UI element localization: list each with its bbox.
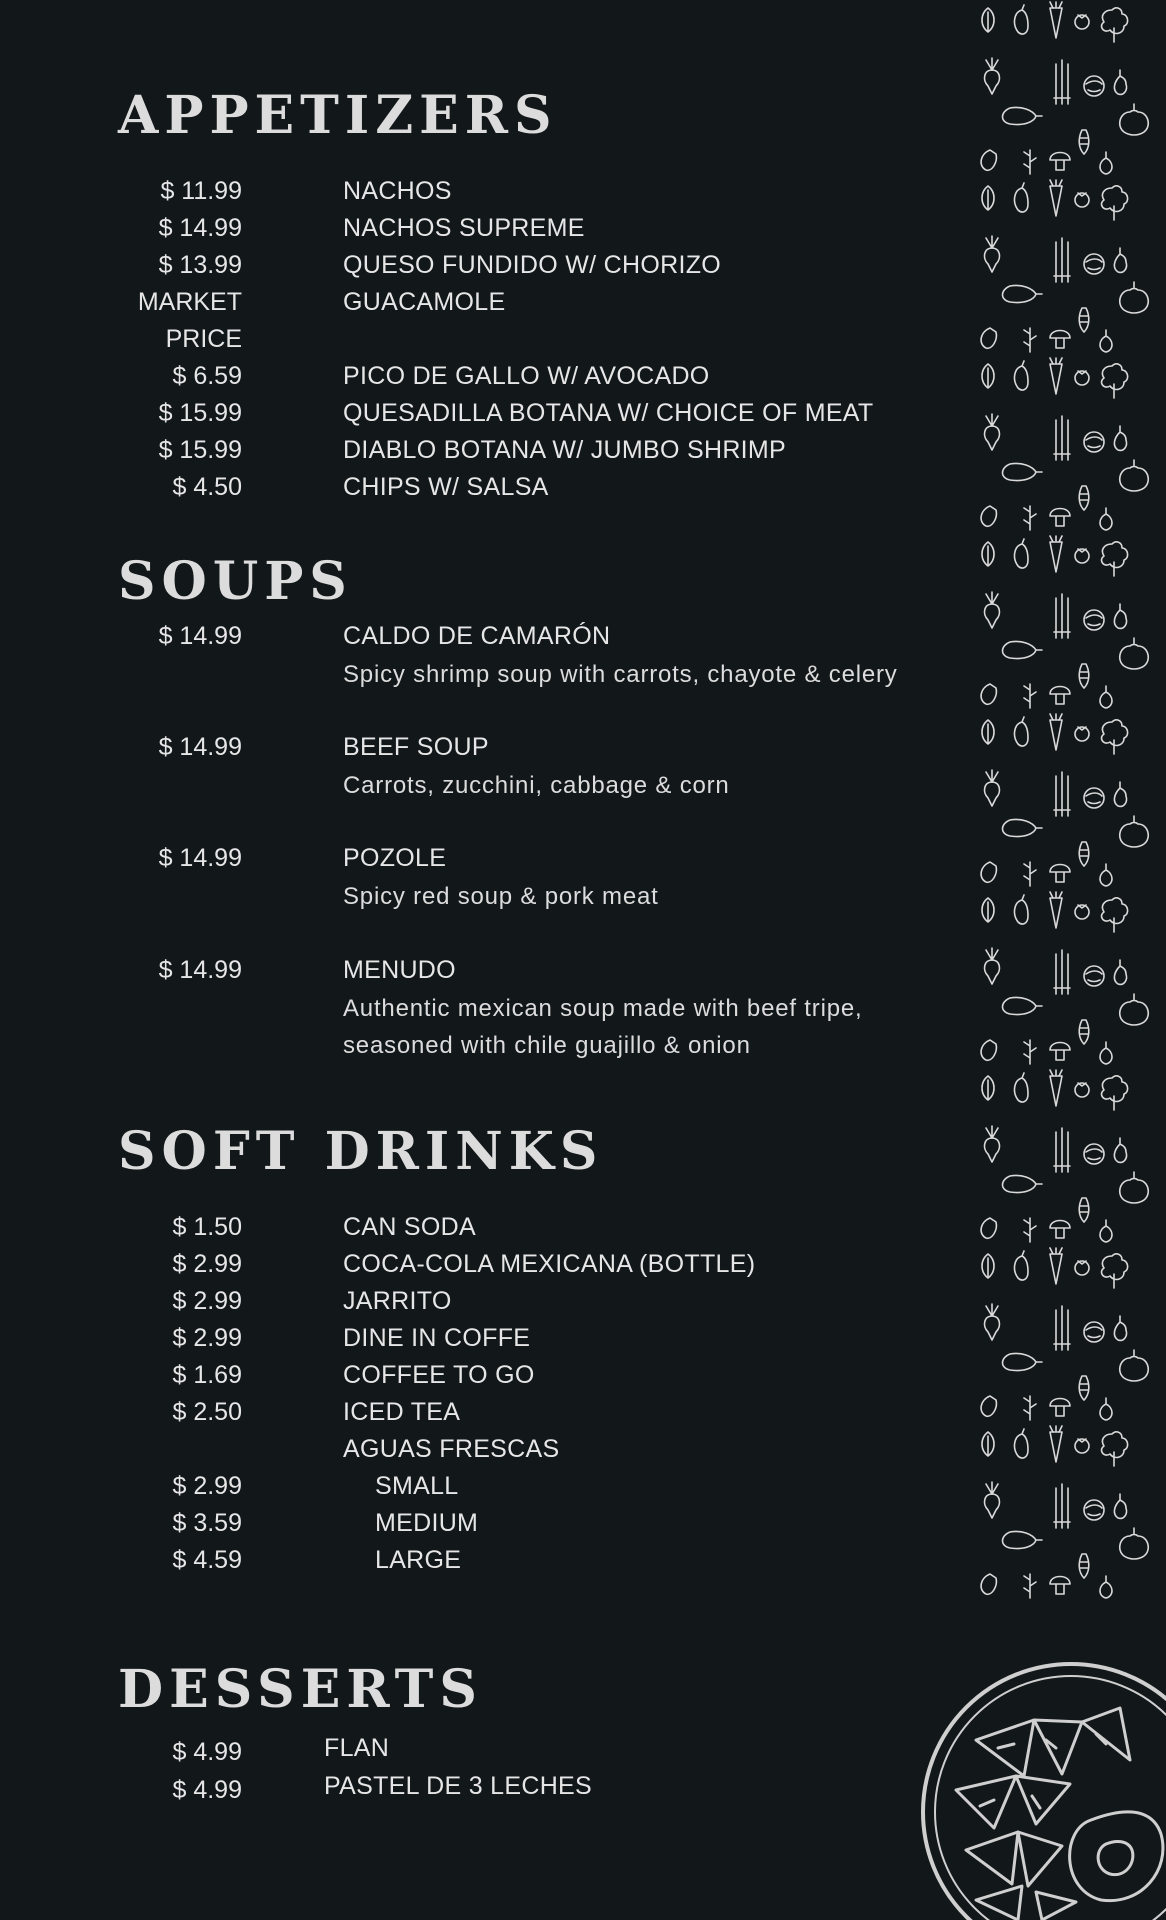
menu-item <box>0 618 970 655</box>
item-description-line: Spicy shrimp soup with carrots, chayote & celery <box>343 661 898 688</box>
item-name: JARRITO <box>343 1287 452 1315</box>
item-price: $ 11.99 <box>160 177 242 205</box>
item-price: PRICE <box>165 325 242 353</box>
item-price: $ 3.59 <box>172 1509 242 1537</box>
soft-drinks-heading: SOFT DRINKS <box>118 1121 604 1182</box>
item-price: MARKET <box>137 288 242 316</box>
menu-item <box>0 247 970 284</box>
menu-item <box>0 1394 970 1431</box>
item-price: $ 14.99 <box>158 622 242 650</box>
item-name: PICO DE GALLO W/ AVOCADO <box>343 362 710 390</box>
menu-item <box>0 358 970 395</box>
menu-item <box>0 469 970 506</box>
item-price: $ 6.59 <box>172 362 242 390</box>
menu-item <box>0 1730 970 1767</box>
menu-item <box>0 395 970 432</box>
item-name: BEEF SOUP <box>343 733 489 761</box>
item-name: POZOLE <box>343 844 447 872</box>
item-price: $ 4.50 <box>172 473 242 501</box>
item-price: $ 2.99 <box>172 1324 242 1352</box>
item-name: FLAN <box>324 1734 390 1762</box>
item-name: SMALL <box>375 1472 459 1500</box>
item-price: $ 14.99 <box>158 844 242 872</box>
item-price: $ 2.99 <box>172 1287 242 1315</box>
menu-item <box>0 1209 970 1246</box>
item-description-line: Carrots, zucchini, cabbage & corn <box>343 772 730 799</box>
menu-item <box>0 321 970 358</box>
chips-and-salsa-plate-illustration <box>916 1630 1166 1920</box>
item-name: CALDO DE CAMARÓN <box>343 622 611 650</box>
menu-item <box>0 1246 970 1283</box>
item-description <box>0 767 970 804</box>
item-name: GUACAMOLE <box>343 288 506 316</box>
menu-item <box>0 952 970 989</box>
item-price: $ 15.99 <box>158 399 242 427</box>
menu-item <box>0 1320 970 1357</box>
item-name: ICED TEA <box>343 1398 461 1426</box>
menu-item <box>0 1357 970 1394</box>
item-price: $ 14.99 <box>158 733 242 761</box>
item-description <box>0 656 970 693</box>
item-price: $ 4.59 <box>172 1546 242 1574</box>
item-price: $ 4.99 <box>172 1776 242 1804</box>
item-price: $ 15.99 <box>158 436 242 464</box>
item-price: $ 14.99 <box>158 214 242 242</box>
item-description-line: Spicy red soup & pork meat <box>343 883 659 910</box>
menu-item <box>0 1768 970 1805</box>
item-price: $ 1.69 <box>172 1361 242 1389</box>
item-name: DINE IN COFFE <box>343 1324 531 1352</box>
item-name: PASTEL DE 3 LECHES <box>324 1772 592 1800</box>
item-name: QUESADILLA BOTANA W/ CHOICE OF MEAT <box>343 399 874 427</box>
item-name: AGUAS FRESCAS <box>343 1435 560 1463</box>
menu-item <box>0 210 970 247</box>
item-description-line: Authentic mexican soup made with beef tripe, <box>343 995 863 1022</box>
item-name: LARGE <box>375 1546 462 1574</box>
item-name: MEDIUM <box>375 1509 479 1537</box>
menu-item <box>0 1431 970 1468</box>
menu-item <box>0 1468 970 1505</box>
desserts-heading: DESSERTS <box>118 1659 483 1720</box>
item-name: COFFEE TO GO <box>343 1361 535 1389</box>
menu-item <box>0 1505 970 1542</box>
item-name: COCA-COLA MEXICANA (BOTTLE) <box>343 1250 756 1278</box>
item-name: NACHOS SUPREME <box>343 214 585 242</box>
item-price: $ 14.99 <box>158 956 242 984</box>
item-description-line: seasoned with chile guajillo & onion <box>343 1032 751 1059</box>
item-price: $ 1.50 <box>172 1213 242 1241</box>
item-name: CHIPS W/ SALSA <box>343 473 549 501</box>
item-name: MENUDO <box>343 956 456 984</box>
item-description <box>0 990 970 1027</box>
menu-item <box>0 432 970 469</box>
menu-item <box>0 284 970 321</box>
menu-item <box>0 1542 970 1579</box>
item-price: $ 2.99 <box>172 1250 242 1278</box>
item-name: DIABLO BOTANA W/ JUMBO SHRIMP <box>343 436 787 464</box>
menu-item <box>0 1283 970 1320</box>
item-price: $ 13.99 <box>158 251 242 279</box>
appetizers-heading: APPETIZERS <box>118 85 558 146</box>
item-description <box>0 878 970 915</box>
item-price: $ 2.99 <box>172 1472 242 1500</box>
item-price: $ 4.99 <box>172 1738 242 1766</box>
item-name: CAN SODA <box>343 1213 476 1241</box>
item-description <box>0 1027 970 1064</box>
menu-item <box>0 840 970 877</box>
soups-heading: SOUPS <box>118 551 353 612</box>
menu-item <box>0 729 970 766</box>
item-price: $ 2.50 <box>172 1398 242 1426</box>
item-name: QUESO FUNDIDO W/ CHORIZO <box>343 251 722 279</box>
menu-item <box>0 173 970 210</box>
item-name: NACHOS <box>343 177 452 205</box>
